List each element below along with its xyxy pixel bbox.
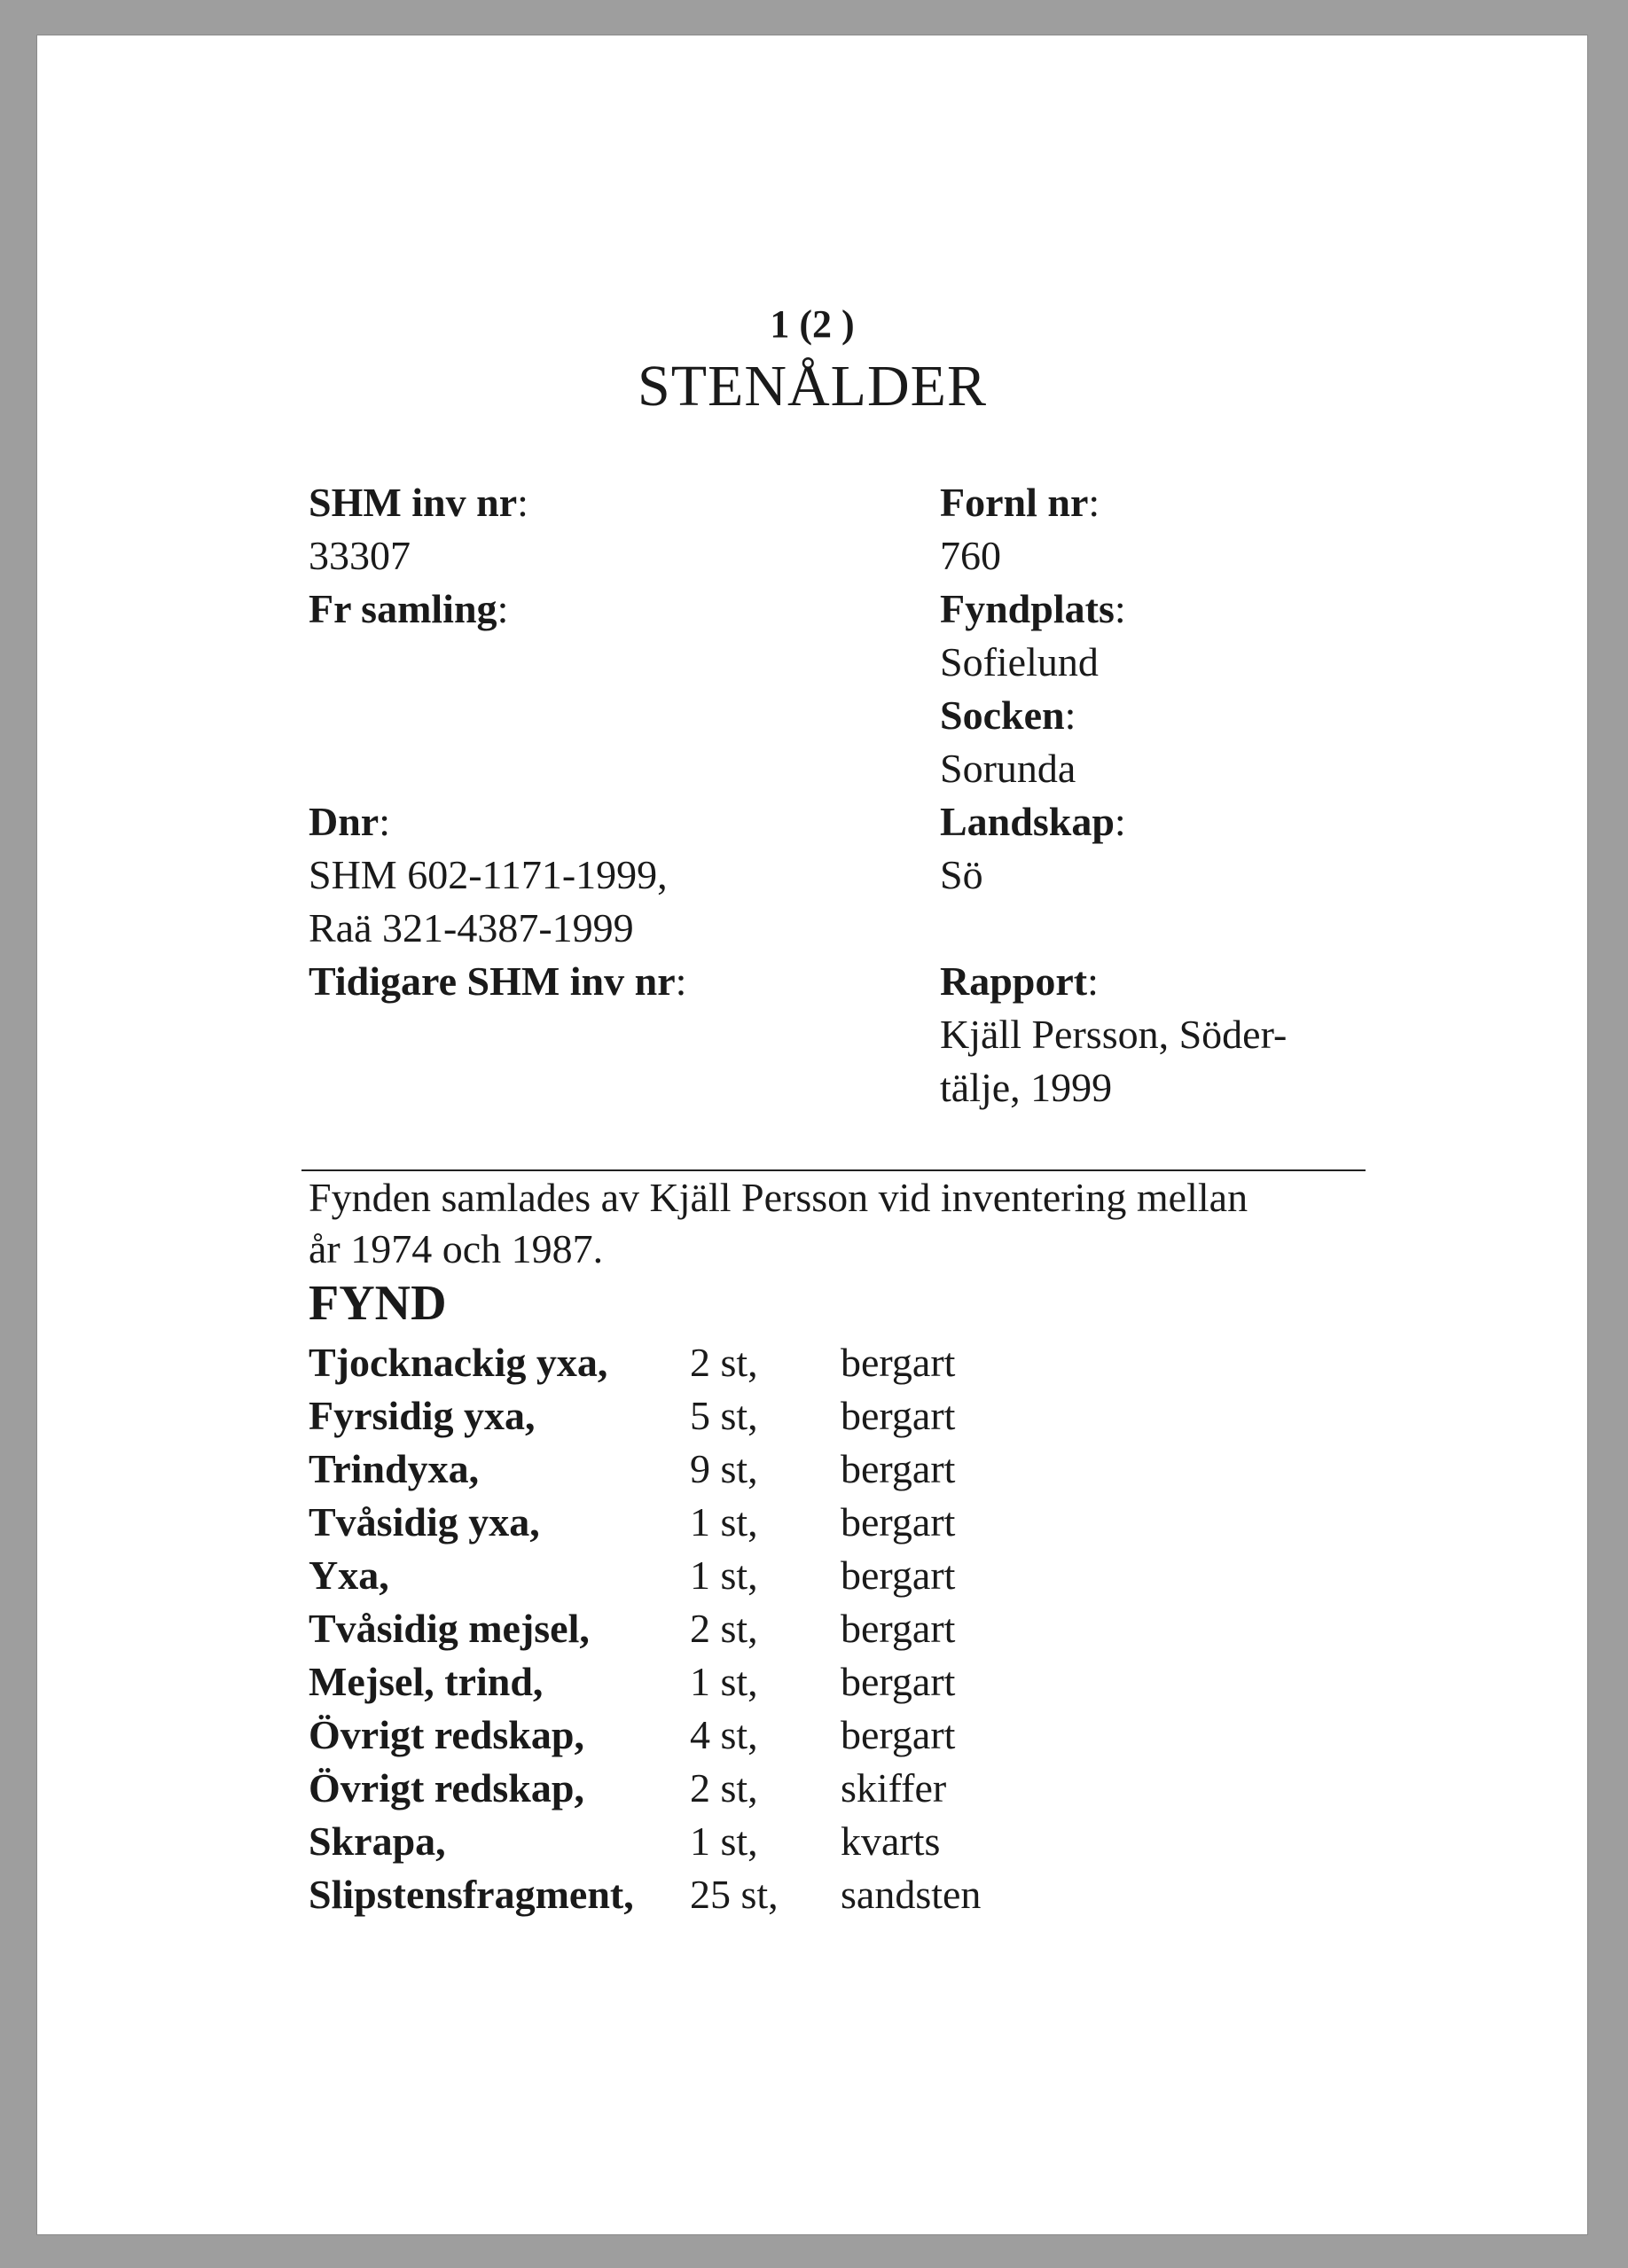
table-row xyxy=(309,1764,1107,1818)
finds-table xyxy=(309,1339,1107,1924)
document-sheet xyxy=(37,35,1587,2234)
find-material: sandsten xyxy=(841,1872,982,1917)
fr-samling-label: Fr samling: xyxy=(309,586,509,631)
table-row xyxy=(309,1339,1107,1392)
socken-label: Socken: xyxy=(940,692,1076,738)
table-row xyxy=(309,1711,1107,1764)
shm-inv-nr-label: SHM inv nr: xyxy=(309,480,528,525)
table-row xyxy=(309,1445,1107,1498)
find-material: bergart xyxy=(841,1393,956,1438)
find-material: bergart xyxy=(841,1340,956,1385)
find-count: 25 st, xyxy=(690,1872,779,1917)
landskap-value: Sö xyxy=(940,852,983,897)
find-material: bergart xyxy=(841,1606,956,1651)
find-name: Yxa, xyxy=(309,1552,389,1598)
find-material: kvarts xyxy=(841,1818,941,1864)
fyndplats-label: Fyndplats: xyxy=(940,586,1126,631)
find-count: 5 st, xyxy=(690,1393,758,1438)
find-name: Övrigt redskap, xyxy=(309,1765,584,1810)
rapport-label: Rapport: xyxy=(940,958,1099,1004)
find-name: Fyrsidig yxa, xyxy=(309,1393,536,1438)
find-material: bergart xyxy=(841,1446,956,1491)
dnr-label: Dnr: xyxy=(309,799,391,844)
find-material: skiffer xyxy=(841,1765,947,1810)
find-name: Tvåsidig yxa, xyxy=(309,1499,540,1545)
find-material: bergart xyxy=(841,1552,956,1598)
socken-value: Sorunda xyxy=(940,746,1076,791)
fornl-nr-label: Fornl nr: xyxy=(940,480,1100,525)
find-name: Slipstensfragment, xyxy=(309,1872,634,1917)
find-name: Trindyxa, xyxy=(309,1446,480,1491)
table-row xyxy=(309,1498,1107,1552)
find-count: 4 st, xyxy=(690,1712,758,1757)
find-count: 1 st, xyxy=(690,1659,758,1704)
find-material: bergart xyxy=(841,1659,956,1704)
find-name: Tvåsidig mejsel, xyxy=(309,1606,590,1651)
find-count: 1 st, xyxy=(690,1818,758,1864)
find-count: 9 st, xyxy=(690,1446,758,1491)
find-name: Mejsel, trind, xyxy=(309,1659,544,1704)
dnr-value-line2: Raä 321-4387-1999 xyxy=(309,905,634,950)
description-line2: år 1974 och 1987. xyxy=(309,1226,604,1271)
table-row xyxy=(309,1605,1107,1658)
find-material: bergart xyxy=(841,1712,956,1757)
find-count: 1 st, xyxy=(690,1552,758,1598)
dnr-value-line1: SHM 602-1171-1999, xyxy=(309,852,668,897)
find-count: 2 st, xyxy=(690,1765,758,1810)
fyndplats-value: Sofielund xyxy=(940,639,1099,684)
landskap-label: Landskap: xyxy=(940,799,1126,844)
rapport-value-line2: tälje, 1999 xyxy=(940,1065,1113,1110)
find-material: bergart xyxy=(841,1499,956,1545)
page-number: 1 (2 ) xyxy=(770,302,855,346)
rapport-value-line1: Kjäll Persson, Söder- xyxy=(940,1012,1288,1057)
page-title: STENÅLDER xyxy=(638,354,987,418)
description-line1: Fynden samlades av Kjäll Persson vid inventering mellan xyxy=(309,1175,1248,1220)
finds-heading: FYND xyxy=(309,1276,447,1331)
section-divider xyxy=(301,1169,1366,1171)
table-row xyxy=(309,1392,1107,1445)
table-row xyxy=(309,1871,1107,1924)
table-row xyxy=(309,1552,1107,1605)
find-count: 1 st, xyxy=(690,1499,758,1545)
tidigare-shm-inv-nr-label: Tidigare SHM inv nr: xyxy=(309,958,687,1004)
find-name: Tjocknackig yxa, xyxy=(309,1340,608,1385)
shm-inv-nr-value: 33307 xyxy=(309,533,411,578)
table-row xyxy=(309,1658,1107,1711)
fornl-nr-value: 760 xyxy=(940,533,1001,578)
find-name: Skrapa, xyxy=(309,1818,446,1864)
find-name: Övrigt redskap, xyxy=(309,1712,584,1757)
find-count: 2 st, xyxy=(690,1606,758,1651)
table-row xyxy=(309,1818,1107,1871)
find-count: 2 st, xyxy=(690,1340,758,1385)
